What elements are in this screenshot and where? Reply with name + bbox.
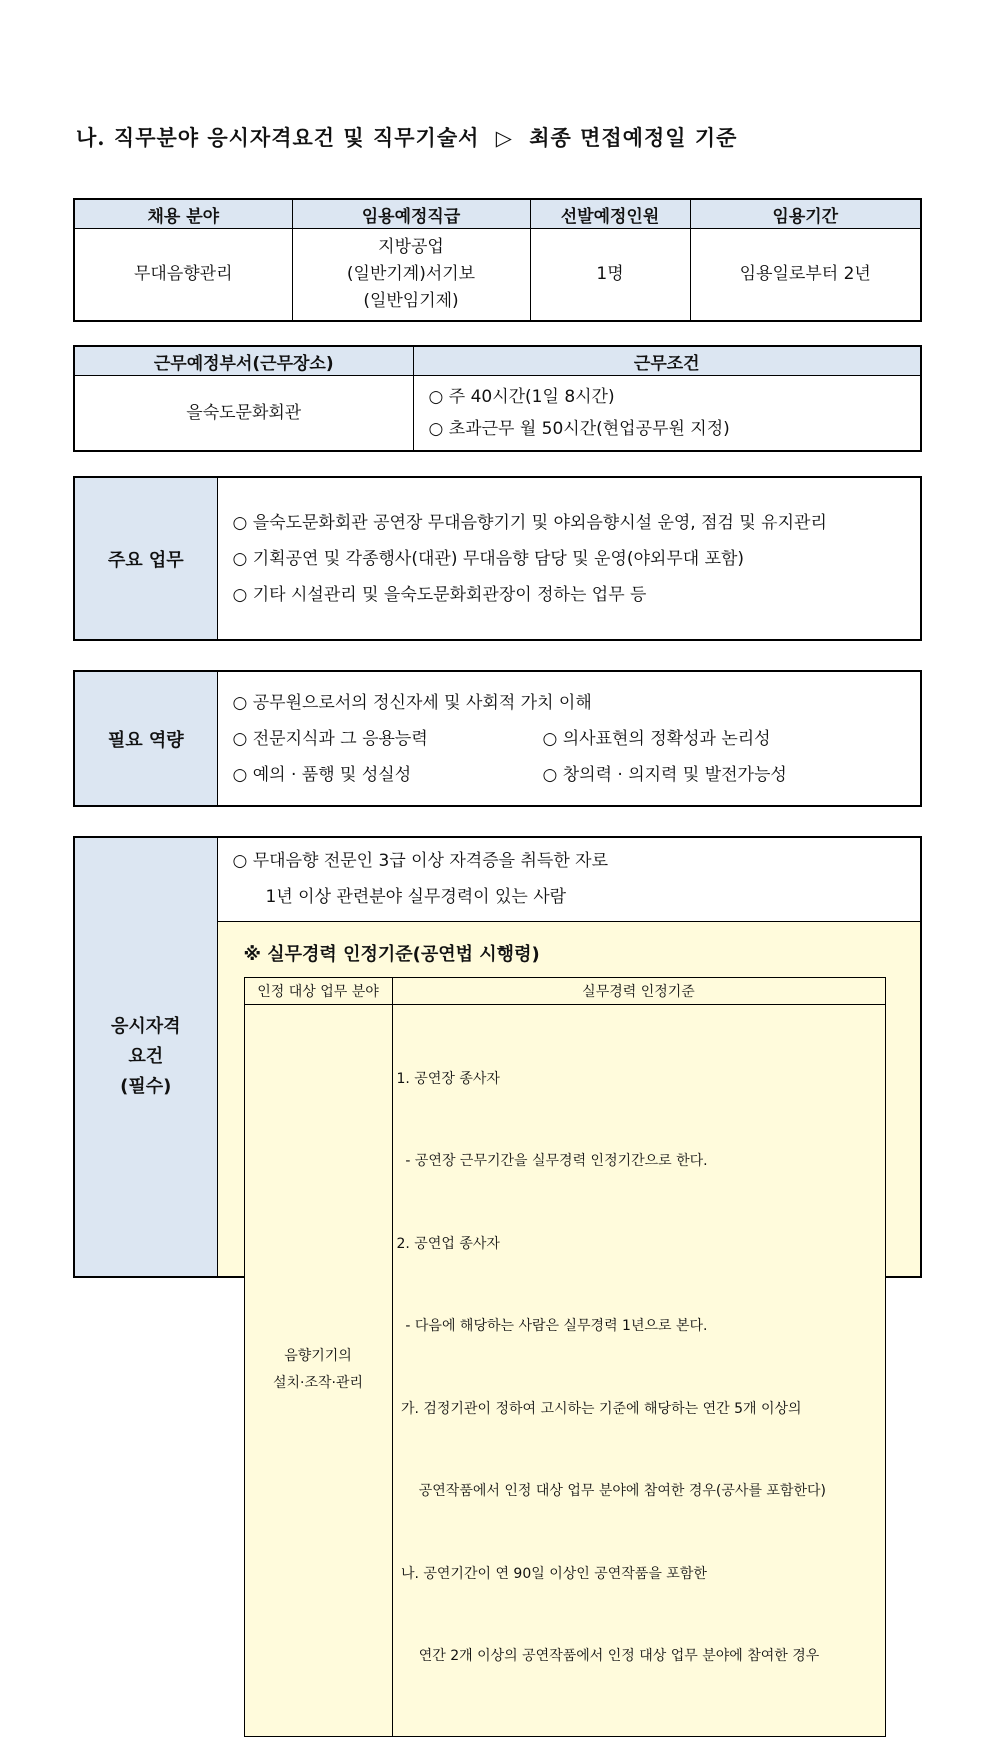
- criteria-line: 연간 2개 이상의 공연작품에서 인정 대상 업무 분야에 참여한 경우: [396, 1648, 820, 1664]
- work-conditions: [413, 376, 921, 452]
- recruit-header-field: 채용 분야: [74, 199, 292, 229]
- duty-item: ○ 기획공연 및 각종행사(대관) 무대음향 담당 및 운영(야외무대 포함): [232, 548, 745, 569]
- competency-row: [233, 721, 921, 757]
- qualification-line: ○ 무대음향 전문인 3급 이상 자격증을 취득한 자로: [232, 851, 608, 872]
- recruit-table: [73, 198, 922, 322]
- criteria-line: 공연작품에서 인정 대상 업무 분야에 참여한 경우(공사를 포함한다): [396, 1483, 826, 1499]
- criteria-field-line: 음향기기의: [284, 1348, 352, 1364]
- criteria-line: 2. 공연업 종사자: [396, 1235, 500, 1252]
- criteria-header-standard: 실무경력 인정기준: [392, 977, 885, 1004]
- grade-line: 지방공업: [378, 237, 444, 257]
- competency-item: ○ 의사표현의 정확성과 논리성: [542, 728, 771, 749]
- competency-item: ○ 공무원으로서의 정신자세 및 사회적 가치 이해: [232, 692, 592, 713]
- competency-item: ○ 창의력 · 의지력 및 발전가능성: [542, 764, 787, 785]
- qualification-label-line: 요건: [128, 1046, 164, 1067]
- criteria-field-line: 설치·조작·관리: [272, 1375, 364, 1391]
- grade-line: (일반임기제): [363, 291, 459, 311]
- grade-line: (일반기계)서기보: [346, 264, 476, 284]
- criteria-line: - 공연장 근무기간을 실무경력 인정기간으로 한다.: [396, 1153, 708, 1169]
- qualification-label: [74, 837, 217, 1277]
- qualification-table: [73, 836, 922, 1664]
- heading-suffix: 최종 면접예정일 기준: [529, 125, 738, 150]
- competency-item: ○ 예의 · 품행 및 성실성: [232, 764, 412, 785]
- recruit-header-period: 임용기간: [690, 199, 921, 229]
- criteria-line: - 다음에 해당하는 사람은 실무경력 1년으로 본다.: [396, 1318, 708, 1334]
- heading-prefix: 나. 직무분야 응시자격요건 및 직무기술서: [76, 125, 480, 150]
- qualification-line: 1년 이상 관련분야 실무경력이 있는 사람: [265, 887, 567, 908]
- work-table: [73, 345, 922, 452]
- condition-item: ○ 주 40시간(1일 8시간): [428, 387, 615, 407]
- duties-table: [73, 476, 922, 641]
- condition-item: ○ 초과근무 월 50시간(현업공무원 지정): [428, 419, 730, 439]
- criteria-list: [392, 1004, 885, 1736]
- work-header-conditions: 근무조건: [413, 346, 921, 376]
- criteria-box: [217, 921, 921, 1664]
- criteria-line: 1. 공연장 종사자: [396, 1070, 500, 1087]
- duty-item: ○ 기타 시설관리 및 을숙도문화회관장이 정하는 업무 등: [232, 584, 647, 605]
- qualification-label-line: (필수): [120, 1076, 172, 1097]
- recruit-header-grade: 임용예정직급: [292, 199, 530, 229]
- qualification-text: [217, 837, 921, 921]
- competency-item: ○ 전문지식과 그 응용능력: [232, 728, 428, 749]
- note-title: ※ 실무경력 인정기준(공연법 시행령): [243, 943, 540, 965]
- recruit-count: 1명: [530, 229, 690, 322]
- recruit-field: 무대음향관리: [74, 229, 292, 322]
- duty-item: ○ 을숙도문화회관 공연장 무대음향기기 및 야외음향시설 운영, 점검 및 유지관리: [232, 512, 827, 533]
- competency-row: [233, 757, 921, 793]
- criteria-line: 나. 공연기간이 연 90일 이상인 공연작품을 포함한: [396, 1565, 707, 1582]
- recruit-grade: [292, 229, 530, 322]
- qualification-label-line: 응시자격: [110, 1016, 181, 1037]
- criteria-header-field: 인정 대상 업무 분야: [244, 977, 392, 1004]
- competency-label: 필요 역량: [74, 671, 217, 806]
- criteria-field: [244, 1004, 392, 1736]
- competency-table: [73, 670, 922, 807]
- competency-list: [217, 671, 921, 806]
- recruit-header-count: 선발예정인원: [530, 199, 690, 229]
- criteria-line: 가. 검정기관이 정하여 고시하는 기준에 해당하는 연간 5개 이상의: [396, 1400, 802, 1417]
- work-header-dept: 근무예정부서(근무장소): [74, 346, 413, 376]
- duties-list: [217, 477, 921, 640]
- work-dept: 을숙도문화회관: [74, 376, 413, 452]
- recruit-period: 임용일로부터 2년: [690, 229, 921, 322]
- section-heading: [76, 122, 737, 152]
- arrow-icon: ▷: [495, 126, 513, 150]
- criteria-table: [244, 977, 886, 1737]
- duties-label: 주요 업무: [74, 477, 217, 640]
